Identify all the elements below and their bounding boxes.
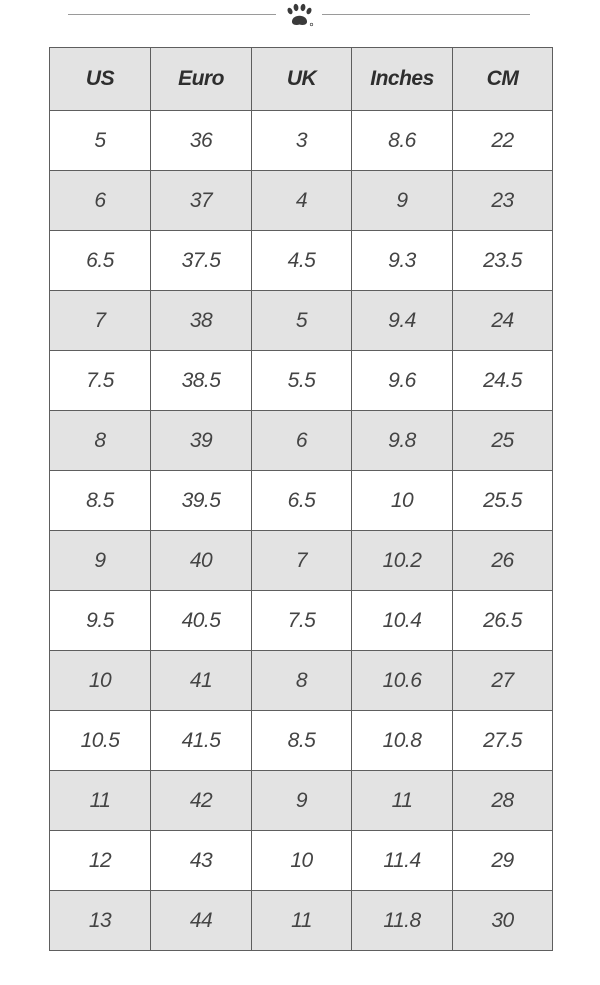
size-chart-table	[49, 47, 553, 951]
header-divider-left	[68, 14, 276, 15]
cell-inches: 11.4	[352, 831, 453, 891]
header-divider-right	[322, 14, 530, 15]
cell-uk: 4.5	[252, 231, 352, 291]
cell-cm: 25.5	[453, 471, 553, 531]
cell-uk: 8.5	[252, 711, 352, 771]
cell-inches: 10.6	[352, 651, 453, 711]
table-row	[50, 231, 553, 291]
cell-euro: 41	[151, 651, 252, 711]
cell-us: 8.5	[50, 471, 151, 531]
cell-euro: 40.5	[151, 591, 252, 651]
cell-uk: 7.5	[252, 591, 352, 651]
cell-uk: 3	[252, 111, 352, 171]
cell-inches: 9.6	[352, 351, 453, 411]
cell-cm: 24	[453, 291, 553, 351]
cell-cm: 26	[453, 531, 553, 591]
cell-us: 12	[50, 831, 151, 891]
table-row	[50, 591, 553, 651]
cell-euro: 43	[151, 831, 252, 891]
cell-inches: 9	[352, 171, 453, 231]
cell-cm: 22	[453, 111, 553, 171]
table-row	[50, 771, 553, 831]
cell-us: 11	[50, 771, 151, 831]
cell-euro: 40	[151, 531, 252, 591]
cell-euro: 38.5	[151, 351, 252, 411]
table-row	[50, 711, 553, 771]
table-row	[50, 291, 553, 351]
cell-euro: 44	[151, 891, 252, 951]
cell-euro: 36	[151, 111, 252, 171]
cell-uk: 11	[252, 891, 352, 951]
table-row	[50, 891, 553, 951]
column-header-cm: CM	[453, 48, 553, 111]
cell-cm: 27	[453, 651, 553, 711]
cell-inches: 11	[352, 771, 453, 831]
table-row	[50, 111, 553, 171]
table-row	[50, 651, 553, 711]
cell-us: 8	[50, 411, 151, 471]
cell-cm: 23	[453, 171, 553, 231]
table-row	[50, 411, 553, 471]
cell-cm: 28	[453, 771, 553, 831]
cell-euro: 42	[151, 771, 252, 831]
cell-euro: 37	[151, 171, 252, 231]
cell-cm: 29	[453, 831, 553, 891]
cell-euro: 37.5	[151, 231, 252, 291]
cell-inches: 10	[352, 471, 453, 531]
cell-inches: 11.8	[352, 891, 453, 951]
cell-cm: 27.5	[453, 711, 553, 771]
cell-uk: 5	[252, 291, 352, 351]
cell-us: 13	[50, 891, 151, 951]
cell-euro: 38	[151, 291, 252, 351]
cell-uk: 5.5	[252, 351, 352, 411]
cell-us: 9.5	[50, 591, 151, 651]
column-header-us: US	[50, 48, 151, 111]
cell-cm: 23.5	[453, 231, 553, 291]
cell-euro: 41.5	[151, 711, 252, 771]
column-header-euro: Euro	[151, 48, 252, 111]
cell-inches: 9.3	[352, 231, 453, 291]
cell-inches: 10.4	[352, 591, 453, 651]
table-row	[50, 171, 553, 231]
cell-inches: 10.8	[352, 711, 453, 771]
cell-uk: 10	[252, 831, 352, 891]
cell-cm: 24.5	[453, 351, 553, 411]
table-header-row	[50, 48, 553, 111]
column-header-uk: UK	[252, 48, 352, 111]
table-row	[50, 531, 553, 591]
cell-us: 7.5	[50, 351, 151, 411]
cell-us: 10	[50, 651, 151, 711]
cell-inches: 9.4	[352, 291, 453, 351]
cell-uk: 7	[252, 531, 352, 591]
cell-uk: 9	[252, 771, 352, 831]
cell-uk: 4	[252, 171, 352, 231]
cell-cm: 26.5	[453, 591, 553, 651]
table-row	[50, 471, 553, 531]
bear-paw-icon	[284, 2, 316, 28]
cell-us: 6.5	[50, 231, 151, 291]
table-row	[50, 351, 553, 411]
cell-us: 7	[50, 291, 151, 351]
cell-uk: 6.5	[252, 471, 352, 531]
cell-us: 9	[50, 531, 151, 591]
cell-us: 10.5	[50, 711, 151, 771]
cell-euro: 39	[151, 411, 252, 471]
cell-us: 6	[50, 171, 151, 231]
cell-inches: 8.6	[352, 111, 453, 171]
cell-uk: 6	[252, 411, 352, 471]
cell-euro: 39.5	[151, 471, 252, 531]
cell-uk: 8	[252, 651, 352, 711]
cell-inches: 9.8	[352, 411, 453, 471]
cell-cm: 30	[453, 891, 553, 951]
table-row	[50, 831, 553, 891]
cell-us: 5	[50, 111, 151, 171]
cell-cm: 25	[453, 411, 553, 471]
column-header-inches: Inches	[352, 48, 453, 111]
cell-inches: 10.2	[352, 531, 453, 591]
